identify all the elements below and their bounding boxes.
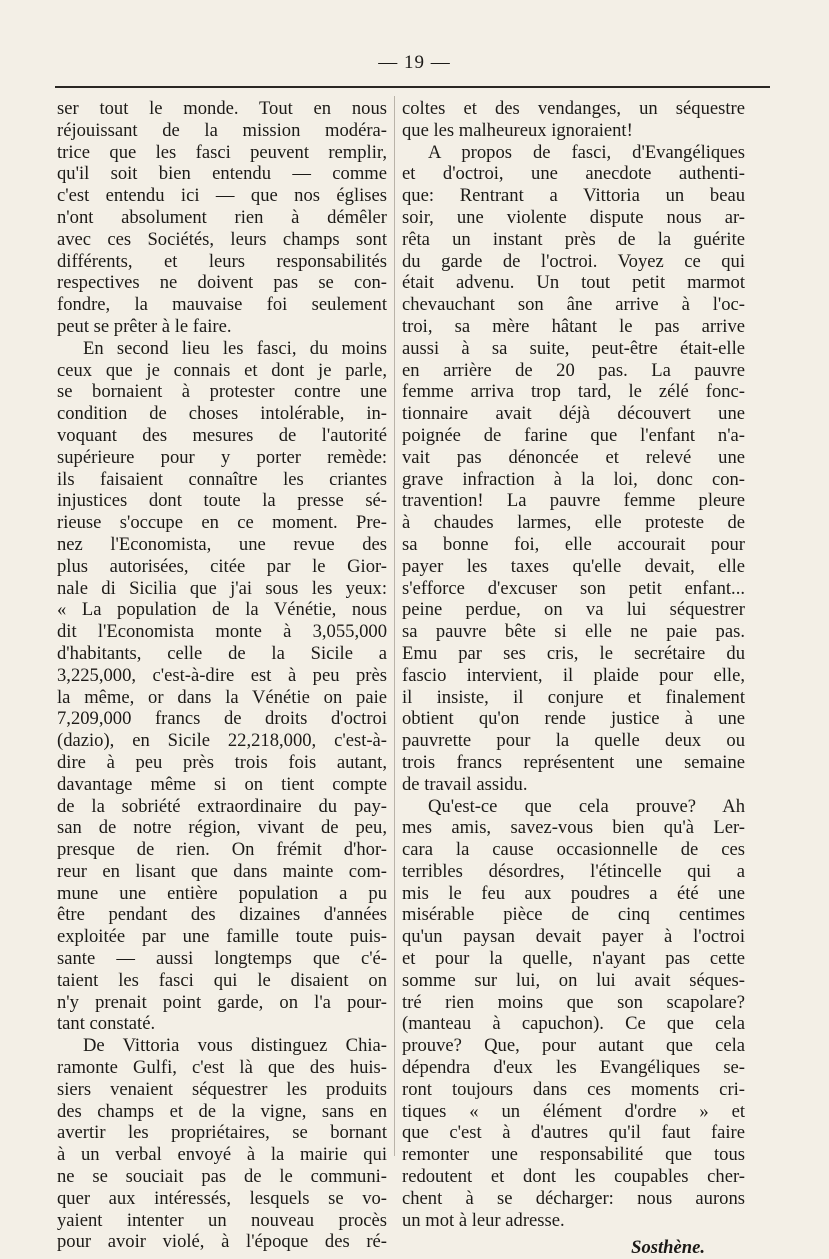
text-line: nez l'Economista, une revue des <box>57 533 387 555</box>
text-line: un mot à leur adresse. <box>402 1209 565 1231</box>
text-line: injustices dont toute la presse sé- <box>57 490 387 512</box>
text-line: 7,209,000 francs de droits d'octroi <box>57 708 387 730</box>
text-line: somme sur lui, on lui avait séques- <box>402 969 745 991</box>
text-line: troi, sa mère hâtant le pas arrive <box>402 315 745 337</box>
text-line: En second lieu les fasci, du moins <box>83 337 387 359</box>
text-line: misérable pièce de cinq centimes <box>402 904 745 926</box>
text-line: pauvrette pour la quelle deux ou <box>402 730 745 752</box>
text-line: dire à peu près trois fois autant, <box>57 751 387 773</box>
text-line: respectives ne doivent pas se con- <box>57 272 387 294</box>
text-line: (dazio), en Sicile 22,218,000, c'est-à- <box>57 730 387 752</box>
text-line: avec ces Sociétés, leurs champs sont <box>57 228 387 250</box>
text-line: pour avoir violé, à l'époque des ré- <box>57 1231 387 1253</box>
text-line: poignée de farine que l'enfant n'a- <box>402 424 745 446</box>
text-line: siers venaient séquestrer les produits <box>57 1078 387 1100</box>
text-line: se bornaient à protester contre une <box>57 381 387 403</box>
text-line: travention! La pauvre femme pleure <box>402 490 745 512</box>
text-line: qu'il soit bien entendu — comme <box>57 163 387 185</box>
text-line: tant constaté. <box>57 1013 156 1035</box>
text-line: plus autorisées, citée par le Gior- <box>57 555 387 577</box>
text-line: n'ont absolument rien à démêler <box>57 206 387 228</box>
text-line: et d'octroi, une anecdote authenti- <box>402 163 745 185</box>
text-line: ser tout le monde. Tout en nous <box>57 98 387 119</box>
text-line: fascio intervient, il plaide pour elle, <box>402 664 745 686</box>
text-line: soir, une violente dispute nous ar- <box>402 206 745 228</box>
text-line: sa pauvre bête si elle ne paie pas. <box>402 621 745 643</box>
text-line: chent à se décharger: nous aurons <box>402 1187 745 1209</box>
text-line: rieuse s'occupe en ce moment. Pre- <box>57 512 387 534</box>
text-line: san de notre région, vivant de peu, <box>57 817 387 839</box>
text-line: il insiste, il conjure et finalement <box>402 686 745 708</box>
text-line: d'habitants, celle de la Sicile a <box>57 642 387 664</box>
text-line: en arrière de 20 pas. La pauvre <box>402 359 745 381</box>
text-line: remonter une responsabilité que tous <box>402 1144 745 1166</box>
text-line: de la sobriété extraordinaire du pay- <box>57 795 387 817</box>
text-line: sante — aussi longtemps que c'é- <box>57 948 387 970</box>
text-line: condition de choses intolérable, in- <box>57 403 387 425</box>
text-line: femme arriva trop tard, le zélé fonc- <box>402 381 745 403</box>
text-line: peine perdue, on va lui séquestrer <box>402 599 745 621</box>
text-line: mune une entière population a pu <box>57 882 387 904</box>
text-line: aussi à sa suite, peut-être était-elle <box>402 337 745 359</box>
text-line: voquant des mesures de l'autorité <box>57 424 387 446</box>
text-line: (manteau à capuchon). Ce que cela <box>402 1013 745 1035</box>
text-line: tionnaire avait déjà découvert une <box>402 403 745 425</box>
text-line: que les malheureux ignoraient! <box>402 119 633 141</box>
text-line: Qu'est-ce que cela prouve? Ah <box>428 795 745 817</box>
column-divider <box>394 96 395 1156</box>
text-line: yaient intenter un nouveau procès <box>57 1209 387 1231</box>
text-line: supérieure pour y porter remède: <box>57 446 387 468</box>
page-number: — 19 — <box>378 52 451 73</box>
text-line: ne se souciait pas de le communi- <box>57 1166 387 1188</box>
text-line: coltes et des vendanges, un séquestre <box>402 98 745 119</box>
text-line: « La population de la Vénétie, nous <box>57 599 387 621</box>
text-line: la même, or dans la Vénétie on paie <box>57 686 387 708</box>
right-column <box>402 98 745 1259</box>
text-line: nale di Sicilia que j'ai sous les yeux: <box>57 577 387 599</box>
text-line: avertir les propriétaires, se bornant <box>57 1122 387 1144</box>
text-line: prouve? Que, pour autant que cela <box>402 1035 745 1057</box>
text-line: tré rien moins que son scapolare? <box>402 991 745 1013</box>
text-line: que: Rentrant a Vittoria un beau <box>402 185 745 207</box>
text-line: dit l'Economista monte à 3,055,000 <box>57 621 387 643</box>
text-line: exploitée par une famille toute puis- <box>57 926 387 948</box>
text-line: du garde de l'octroi. Voyez ce qui <box>402 250 745 272</box>
text-line: à chaudes larmes, elle proteste de <box>402 512 745 534</box>
text-line: reur en lisant que dans mainte com- <box>57 860 387 882</box>
text-line: de travail assidu. <box>402 773 528 795</box>
text-line: ramonte Gulfi, c'est là que des huis- <box>57 1057 387 1079</box>
text-line: différents, et leurs responsabilités <box>57 250 387 272</box>
text-line: mes amis, savez-vous bien qu'à Ler- <box>402 817 745 839</box>
text-line: que c'est à d'autres qu'il faut faire <box>402 1122 745 1144</box>
signature: Sosthène. <box>631 1237 705 1259</box>
text-line: c'est entendu ici — que nos églises <box>57 185 387 207</box>
text-line: et pour la quelle, n'ayant pas cette <box>402 948 745 970</box>
text-line: quer aux intéressés, lesquels se vo- <box>57 1187 387 1209</box>
text-line: mis le feu aux poudres a été une <box>402 882 745 904</box>
text-line: rêta un instant près de la guérite <box>402 228 745 250</box>
text-line: trice que les fasci peuvent remplir, <box>57 141 387 163</box>
text-line: redoutent et dont les coupables cher- <box>402 1166 745 1188</box>
header-rule <box>55 86 770 88</box>
text-line: terribles désordres, l'étincelle qui a <box>402 860 745 882</box>
left-column <box>57 98 387 1253</box>
text-line: s'efforce d'excuser son petit enfant... <box>402 577 745 599</box>
text-line: taient les fasci qui le disaient on <box>57 969 387 991</box>
text-line: payer les taxes qu'elle devait, elle <box>402 555 745 577</box>
text-line: A propos de fasci, d'Evangéliques <box>428 141 745 163</box>
text-line: De Vittoria vous distinguez Chia- <box>83 1035 387 1057</box>
text-line: tiques « un élément d'ordre » et <box>402 1100 745 1122</box>
text-line: qu'un paysan devait payer à l'octroi <box>402 926 745 948</box>
text-line: réjouissant de la mission modéra- <box>57 119 387 141</box>
text-line: peut se prêter à le faire. <box>57 315 232 337</box>
text-line: cara la cause occasionnelle de ces <box>402 839 745 861</box>
text-line: des champs et de la vigne, sans en <box>57 1100 387 1122</box>
text-line: vait pas dénoncée et relevé une <box>402 446 745 468</box>
text-line: à un verbal envoyé à la mairie qui <box>57 1144 387 1166</box>
text-line: était advenu. Un tout petit marmot <box>402 272 745 294</box>
text-line: Emu par ses cris, le secrétaire du <box>402 642 745 664</box>
text-line: davantage même si on tient compte <box>57 773 387 795</box>
text-line: ront toujours dans ces moments cri- <box>402 1078 745 1100</box>
text-line: ceux que je connais et dont je parle, <box>57 359 387 381</box>
text-line: grave infraction à la loi, donc con- <box>402 468 745 490</box>
text-line: trois francs représentent une semaine <box>402 751 745 773</box>
text-line: dépendra d'eux les Evangéliques se- <box>402 1057 745 1079</box>
text-line: n'y prenait point garde, on l'a pour- <box>57 991 387 1013</box>
text-line: 3,225,000, c'est-à-dire est à peu près <box>57 664 387 686</box>
text-line: être pendant des dizaines d'années <box>57 904 387 926</box>
text-line: obtient qu'on rende justice à une <box>402 708 745 730</box>
text-line: chevauchant son âne arrive à l'oc- <box>402 294 745 316</box>
text-line: presque de rien. On frémit d'hor- <box>57 839 387 861</box>
text-line: sa bonne foi, elle accourait pour <box>402 533 745 555</box>
text-line: ils faisaient connaître les criantes <box>57 468 387 490</box>
text-line: fondre, la mauvaise foi seulement <box>57 294 387 316</box>
